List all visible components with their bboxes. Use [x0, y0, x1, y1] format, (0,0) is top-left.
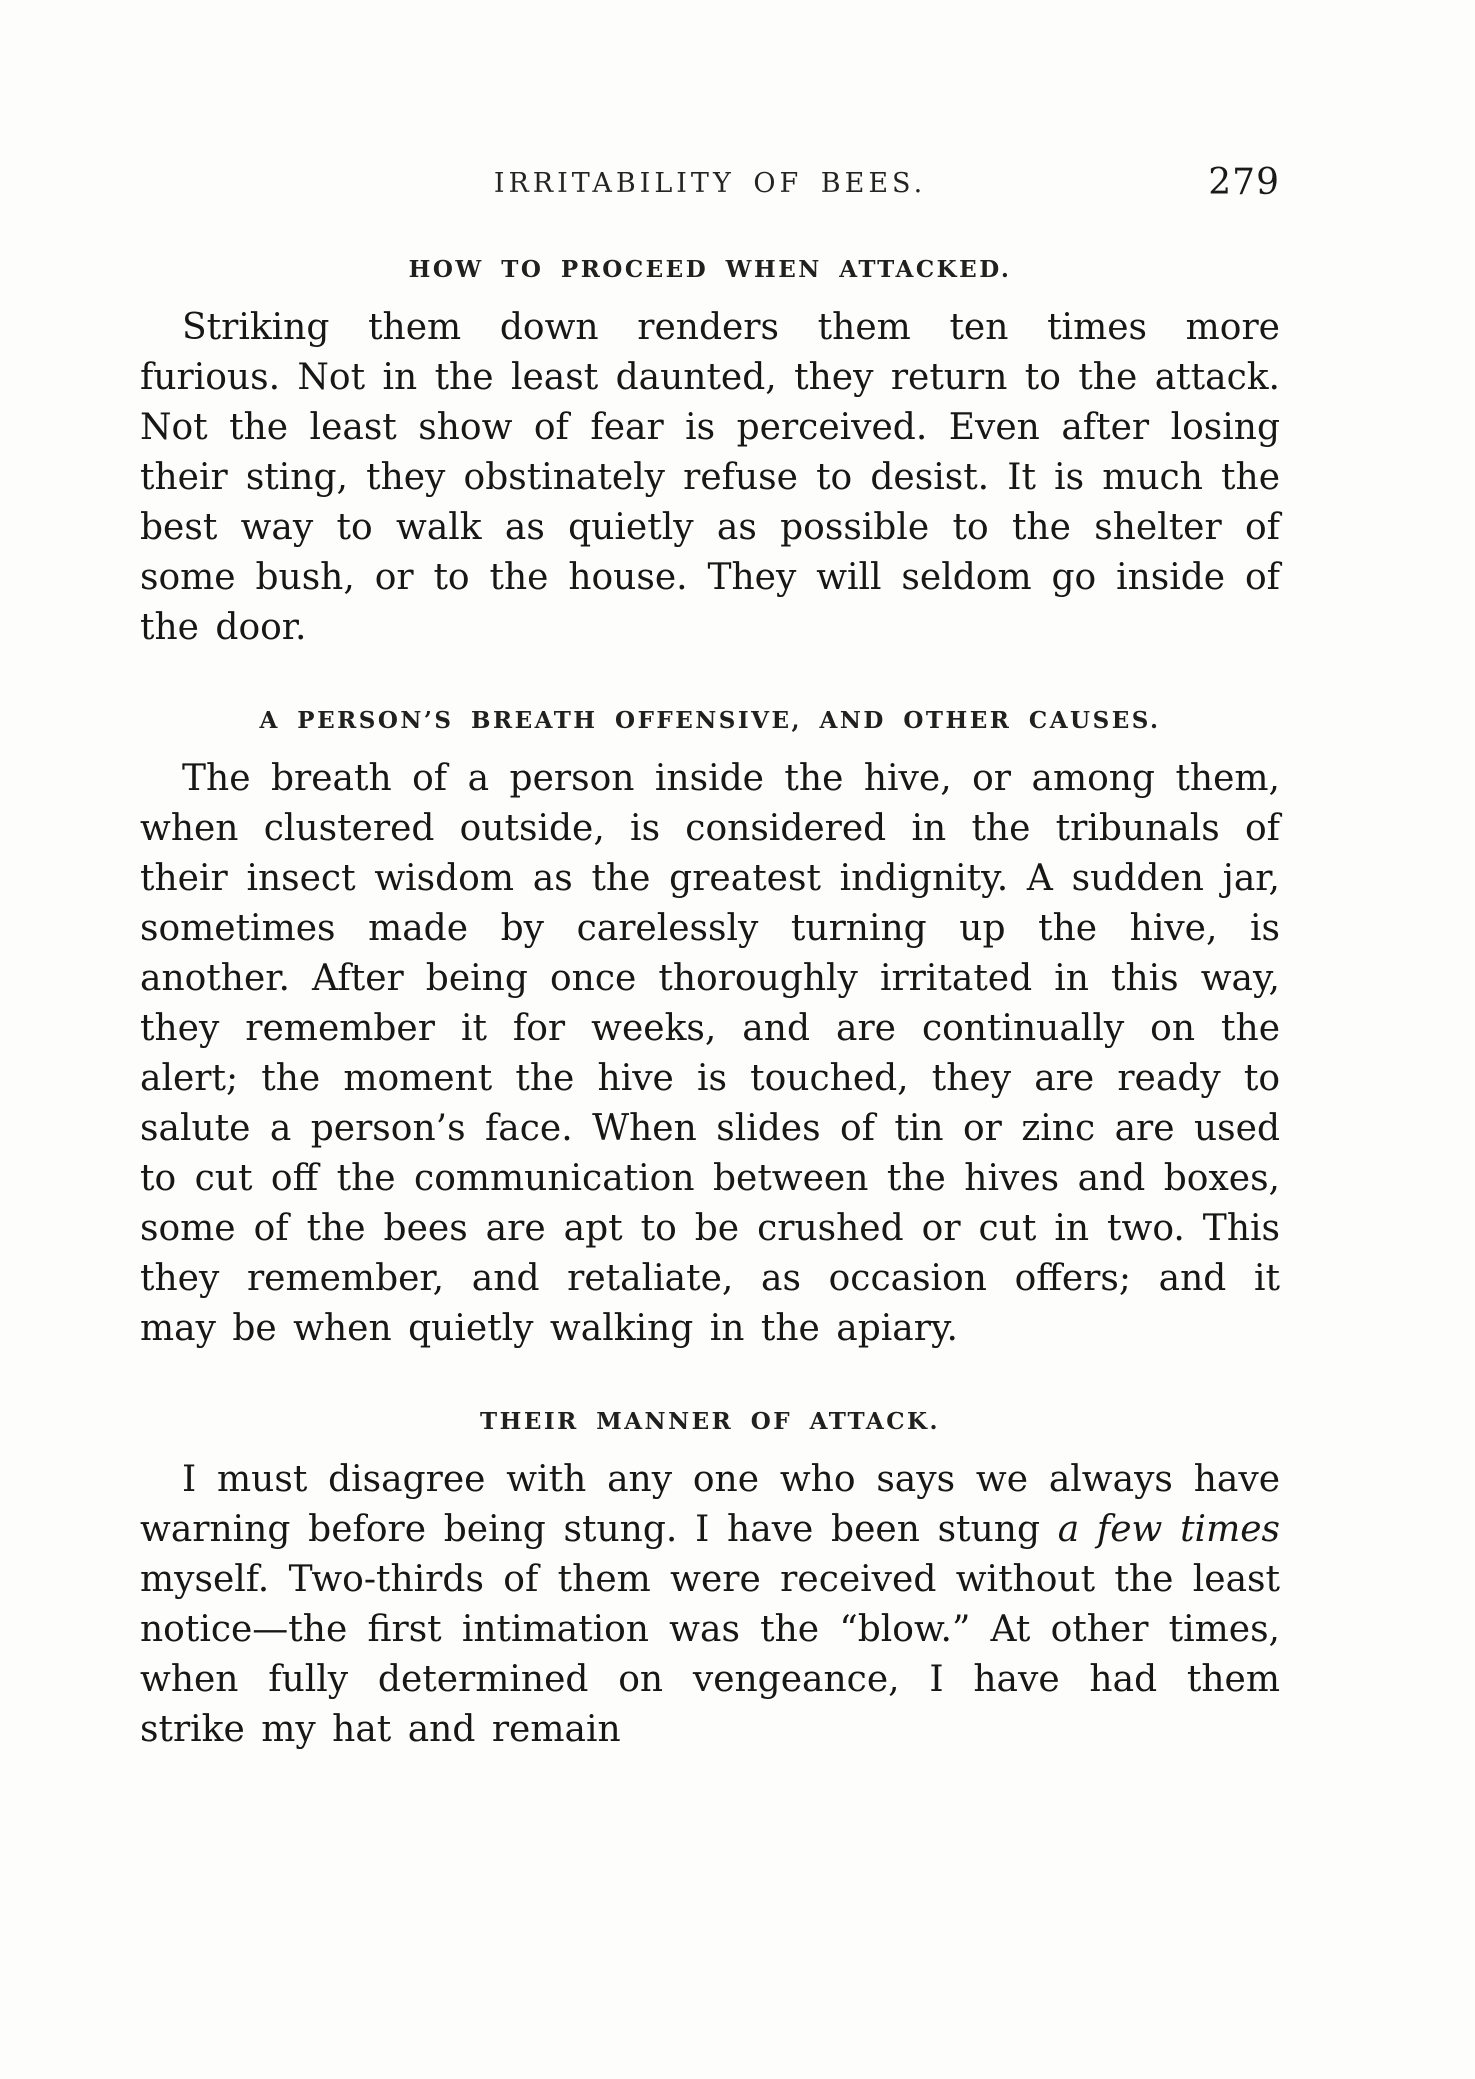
paragraph-breath-offensive: The breath of a person inside the hive, or among them, when clustered outside, is considered in the tribunals of their insect wisdom as the greatest indignity. A sudden jar, sometimes made by carelessly turning up the hive, is another. After being once thoroughly irritated in this way, they remember it for weeks, and are continually on the alert; the moment the hive is touched, they are ready to salute a person’s face. When slides of tin or zinc are used to cut off the communication between the hives and boxes, some of the bees are apt to be crushed or cut in two. This they remember, and retaliate, as occasion offers; and it may be when quietly walking in the apiary.	[140, 758, 1280, 1349]
section-heading-how-to-proceed: HOW TO PROCEED WHEN ATTACKED.	[408, 256, 1012, 283]
section-heading-manner-of-attack: THEIR MANNER OF ATTACK.	[479, 1408, 941, 1435]
page-number: 279	[1208, 162, 1280, 203]
page-title: IRRITABILITY OF BEES.	[493, 168, 927, 199]
running-head	[140, 162, 1280, 216]
paragraph-segment-italic: a few times	[1057, 1509, 1280, 1550]
section-heading-breath-offensive: A PERSON’S BREATH OFFENSIVE, AND OTHER CAUSES.	[259, 707, 1161, 734]
paragraph-segment-plain: myself. Two-thirds of them were received without the least notice—the first intimation was the “blow.” At other times, when fully determined on vengeance, I have had them strike my hat and remain	[140, 1559, 1280, 1750]
paragraph-manner-of-attack	[140, 1455, 1280, 1755]
paragraph-segment-plain: I must disagree with any one who says we always have warning before being stung. I have been stung	[140, 1459, 1280, 1550]
paragraph-how-to-proceed: Striking them down renders them ten times more furious. Not in the least daunted, they return to the attack. Not the least show of fear is perceived. Even after losing their sting, they obstinately refuse to desist. It is much the best way to walk as quietly as possible to the shelter of some bush, or to the house. They will seldom go inside of the door.	[140, 307, 1280, 648]
